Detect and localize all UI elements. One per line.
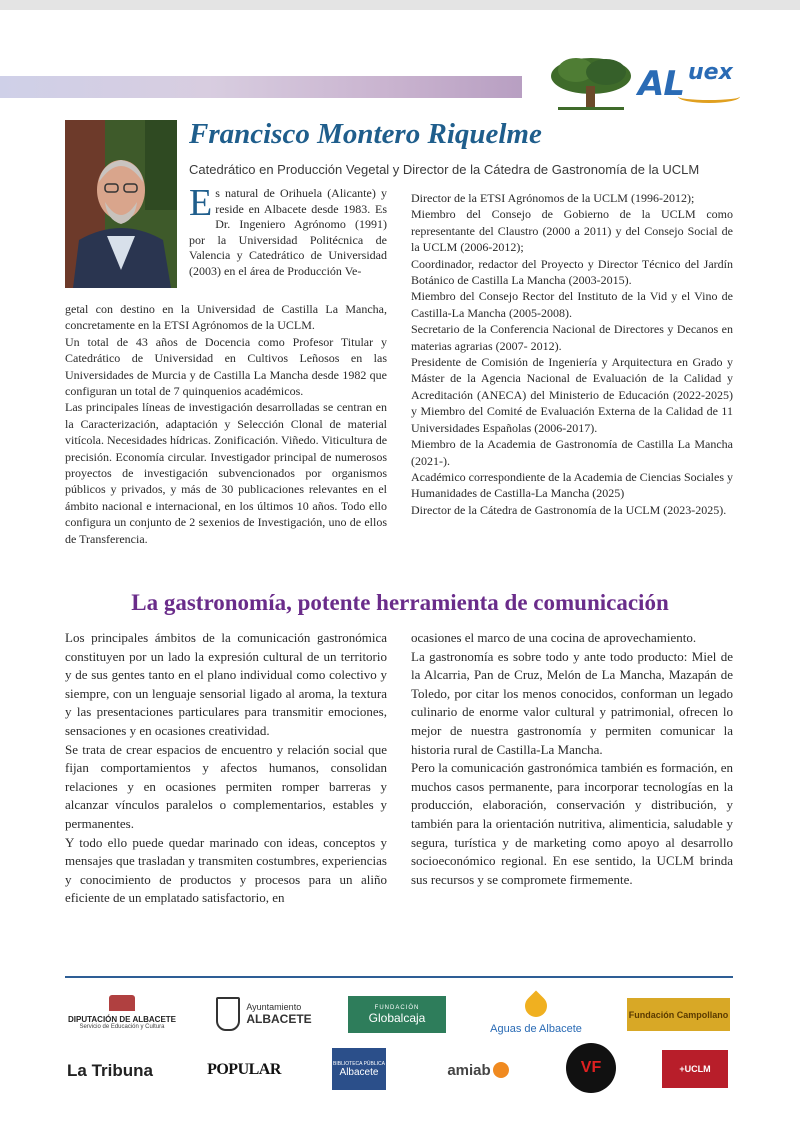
sponsor-uclm: +UCLM (662, 1050, 728, 1088)
profile-subtitle: Catedrático en Producción Vegetal y Director de la Cátedra de Gastronomía de la UCLM (189, 162, 700, 177)
sponsor-amiab-label: amiab (447, 1061, 491, 1079)
article-paragraph: Y todo ello puede quedar marinado con ideas, conceptos y mensajes que trasladan y transmiten costumbres, experiencias y conocimiento de productos y procesos para un aliño eficiente de un emplatado satisfactorio, en (65, 834, 387, 906)
bio-intro (189, 182, 387, 279)
tree-logo-icon (548, 54, 634, 112)
top-strip (0, 0, 800, 10)
sponsor-ayuntamiento-bottom: ALBACETE (246, 1012, 312, 1026)
bio-item: Miembro de la Academia de Gastronomía de Castilla La Mancha (2021-). (411, 437, 733, 468)
bio-intro-text: s natural de Orihuela (Alicante) y reside en Albacete desde 1983. Es Dr. Ingeniero Agrónomo (1991) por la Universidad Politécnica de Valencia y Catedrático de Universidad (2003) en el área de Producción Ve- (189, 186, 387, 278)
article-paragraph: La gastronomía es sobre todo y ante todo producto: Miel de la Alcarria, Pan de Cruz, Melón de La Mancha, Mazapán de Toledo, por citar los menos conocidos, conforman un legado culinario de enorme valor cultural y patrimonial, ofrecen lo mejor de nuestra gastronomía y permiten comunicar la historia rural de Castilla-La Mancha. (411, 648, 733, 757)
shield-icon (216, 997, 240, 1031)
sponsor-diputacion-label: DIPUTACIÓN DE ALBACETE (68, 1014, 176, 1024)
amiab-dot-icon (493, 1062, 509, 1078)
sponsor-biblioteca (332, 1048, 386, 1090)
sponsor-campollano: Fundación Campollano (627, 998, 730, 1031)
bio-item: Académico correspondiente de la Academia de Ciencias Sociales y Humanidades de Castilla-La Mancha (2025) (411, 469, 733, 501)
sponsor-amiab (434, 1055, 522, 1085)
header-band (0, 76, 522, 98)
drop-cap: E (189, 182, 213, 224)
sponsor-tribuna: La Tribuna (67, 1061, 153, 1080)
sponsor-ayuntamiento (214, 992, 314, 1036)
bio-paragraph: Las principales líneas de investigación desarrolladas se centran en la Caracterización, adaptación y Selección Clonal de material vitícola. Necesidades hídricas. Zonificación. Viñedo. Viticultura de precisión. Economía circular. Investigador principal de numerosos proyectos de investigación subvencionados por organismos públicos y privados, y más de 30 publicaciones relevantes en el ámbito nacional e internacional, en los últimos 10 años. Todo ello configura un conjunto de 2 sexenios de Investigación, uno de ellos de Transferencia. (65, 400, 388, 546)
article-heading: La gastronomía, potente herramienta de comunicación (131, 590, 669, 615)
sponsor-aguas-label: Aguas de Albacete (490, 1023, 582, 1035)
bio-paragraph: Un total de 43 años de Docencia como Profesor Titular y Catedrático de Universidad en Cultivos Leñosos en las Universidades de Murcia y de Castilla La Mancha desde 1982 que configuran un total de 7 quinquenios académicos. (65, 334, 387, 399)
aluex-logo (638, 60, 748, 108)
footer-divider (65, 976, 733, 978)
bio-item: Secretario de la Conferencia Nacional de Directores y Decanos en materias agrarias (2007- 2012). (411, 322, 733, 353)
article-left-column (65, 629, 387, 908)
bio-item: Director de la ETSI Agrónomos de la UCLM (1996-2012); (411, 191, 695, 205)
article-right-column (411, 629, 733, 889)
bio-paragraph: getal con destino en la Universidad de Castilla La Mancha, concretamente en la ETSI Agrónomos de la UCLM. (65, 302, 387, 333)
portrait-photo (65, 120, 177, 288)
sponsor-diputacion-sub: Servicio de Educación y Cultura (79, 1023, 165, 1030)
article-paragraph: ocasiones el marco de una cocina de aprovechamiento. (411, 630, 697, 645)
sponsor-diputacion (62, 990, 182, 1034)
crest-icon (109, 995, 135, 1011)
sponsor-ayuntamiento-top: Ayuntamiento (246, 1002, 302, 1012)
bio-item: Miembro del Consejo de Gobierno de la UCLM como representante del Claustro (2000 a 2011) y del Consejo Social de la UCLM (2006-2012); (411, 207, 733, 255)
sponsor-globalcaja-top: FUNDACIÓN (374, 1004, 420, 1011)
article-paragraph: Se trata de crear espacios de encuentro y relación social que fijan comportamientos y afectos humanos, consolidan relaciones y en ocasiones permiten romper barreras y alcanzar vínculos paralelos o complementarios, estables y permanentes. (65, 741, 387, 831)
bio-right-column (411, 190, 733, 518)
profile-name: Francisco Montero Riquelme (189, 118, 542, 150)
sponsor-biblioteca-label: Albacete (339, 1066, 379, 1078)
sponsor-biblioteca-top: BIBLIOTECA PÚBLICA (333, 1060, 385, 1067)
bio-item: Miembro del Consejo Rector del Instituto de la Vid y el Vino de Castilla-La Mancha (2005-2008). (411, 289, 733, 320)
sponsor-globalcaja-label: Globalcaja (368, 1010, 426, 1025)
logo-text-al: AL (638, 64, 684, 104)
bio-item: Coordinador, redactor del Proyecto y Director Técnico del Jardín Botánico de Castilla La Mancha (2003-2015). (411, 256, 733, 288)
bio-item: Presidente de Comisión de Ingeniería y Arquitectura en Grado y Máster de la Agencia Nacional de Evaluación de la Calidad y Acreditación (ANECA) del Ministerio de Educación (2022-2025) y Miembro del Comité de Evaluación Externa de la Calidad de 11 Universidades Españolas (2006-2017). (411, 355, 733, 435)
sponsor-globalcaja (348, 996, 446, 1033)
sponsor-popular: POPULAR (207, 1061, 281, 1078)
sponsor-aguas (482, 990, 590, 1040)
logo-swoosh-icon (678, 90, 740, 103)
bio-left-column (65, 301, 387, 547)
water-drop-icon (520, 990, 551, 1021)
sponsor-vf: VF (566, 1043, 616, 1093)
article-paragraph: Los principales ámbitos de la comunicación gastronómica constituyen por un lado la expresión cultural de un territorio y de sus gentes tanto en el plano individual como colectivo y siempre, con un lenguaje sensorial ligado al aroma, la textura y las presentaciones particulares para transmitir emociones, sensaciones y en ocasiones creatividad. (65, 630, 387, 738)
logo-text-uex: uex (688, 60, 733, 85)
article-paragraph: Pero la comunicación gastronómica también es formación, en muchos casos permanente, para incorporar tecnologías en la producción, elaboración, conservación y distribución, y también para la orientación nutritiva, alimenticia, saludable y segura, turística y de marketing como apoyo al desarrollo socioeconómico regional. En ese sentido, la UCLM brinda sus recursos y se compromete firmemente. (411, 760, 733, 887)
bio-item: Director de la Cátedra de Gastronomía de la UCLM (2023-2025). (411, 502, 727, 517)
